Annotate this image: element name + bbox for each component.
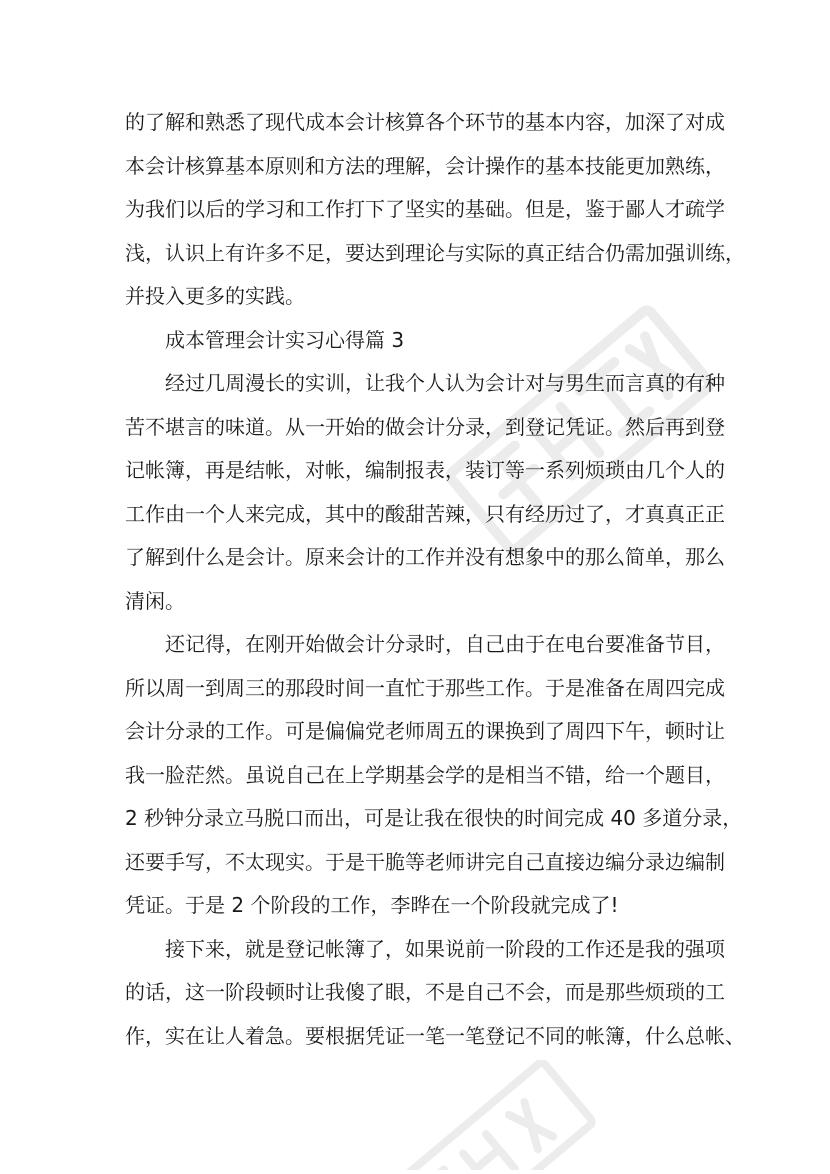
text-line: 了解到什么是会计。原来会计的工作并没有想象中的那么简单，那么 — [125, 545, 725, 569]
text-line: 还记得，在刚开始做会计分录时，自己由于在电台要准备节目， — [165, 632, 725, 656]
paragraph-continuation — [125, 101, 745, 319]
text-line: 并投入更多的实践。 — [125, 284, 305, 308]
text-line: 会计分录的工作。可是偏偏党老师周五的课换到了周四下午，顿时让 — [125, 719, 725, 743]
text-line: 浅，认识上有许多不足，要达到理论与实际的真正结合仍需加强训练， — [125, 240, 745, 265]
text-line: 作，实在让人着急。要根据凭证一笔一笔登记不同的帐簿，什么总帐、 — [125, 1023, 745, 1048]
text-line: 为我们以后的学习和工作打下了坚实的基础。但是，鉴于鄙人才疏学 — [125, 197, 725, 221]
text-line: 我一脸茫然。虽说自己在上学期基会学的是相当不错，给一个题目， — [125, 762, 725, 787]
text-line: 经过几周漫长的实训，让我个人认为会计对与男生而言真的有种 — [165, 371, 725, 395]
text-line: 的话，这一阶段顿时让我傻了眼，不是自己不会，而是那些烦琐的工 — [125, 980, 725, 1004]
paragraph — [125, 362, 725, 623]
text-line: 工作由一个人来完成，其中的酸甜苦辣，只有经历过了，才真真正正 — [125, 501, 725, 526]
text-line: 苦不堪言的味道。从一开始的做会计分录，到登记凭证。然后再到登 — [125, 414, 725, 439]
text-line: 清闲。 — [125, 588, 185, 613]
text-line: 记帐簿，再是结帐，对帐，编制报表，装订等一系列烦琐由几个人的 — [125, 458, 725, 482]
text-line: 2 秒钟分录立马脱口而出，可是让我在很快的时间完成 40 多道分录， — [125, 806, 743, 830]
section-heading: 成本管理会计实习心得篇 3 — [165, 327, 405, 352]
document-body — [125, 101, 745, 1058]
text-line: 本会计核算基本原则和方法的理解，会计操作的基本技能更加熟练， — [125, 153, 725, 178]
text-line: 的了解和熟悉了现代成本会计核算各个环节的基本内容，加深了对成 — [125, 110, 725, 134]
watermark-logo-icon — [380, 1060, 600, 1170]
text-line: 还要手写，不太现实。于是干脆等老师讲完自己直接边编分录边编制 — [125, 849, 725, 874]
text-line: 接下来，就是登记帐簿了，如果说前一阶段的工作还是我的强项 — [165, 936, 725, 961]
text-line: 凭证。于是 2 个阶段的工作，李晔在一个阶段就完成了! — [125, 893, 619, 917]
text-line: 所以周一到周三的那段时间一直忙于那些工作。于是准备在周四完成 — [125, 675, 725, 700]
paragraph — [125, 623, 743, 928]
paragraph — [125, 928, 745, 1059]
